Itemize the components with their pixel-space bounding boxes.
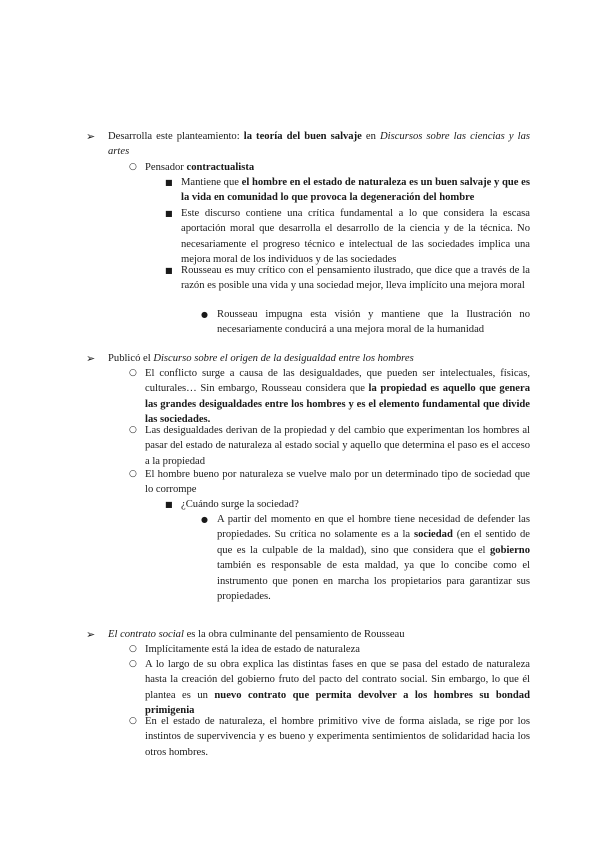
bullet-text: El conflicto surge a causa de las desigualdades, que pueden ser intelectuales, físicas, culturales… Sin embargo, Rousseau considera que la propiedad es aquello que genera las grandes desigualdades entre los hombres y es el elemento fundamental que divide las sociedades. — [145, 368, 530, 426]
circle-bullet-icon: ○ — [129, 368, 137, 378]
bullet-text: Este discurso contiene una crítica fundamental a lo que considera la escasa aportación moral que desarrolla el desarrollo de la ciencia y de la técnica. No necesariamente el progreso técnico e intelectual de las sociedades implica una mejora moral de los individuos y de las sociedades — [181, 208, 530, 266]
dot-bullet-icon: ● — [201, 310, 208, 319]
circle-bullet-icon: ○ — [129, 716, 137, 726]
bullet-hombre-bueno — [129, 467, 530, 498]
bullet-text: Rousseau impugna esta visión y mantiene que la Ilustración no necesariamente conducirá a una mejora moral de la humanidad — [217, 309, 530, 336]
bullet-text: A partir del momento en que el hombre tiene necesidad de defender las propiedades. Su crítica no solamente es a la sociedad (en el sentido de que es la culpable de la maldad), sino que considera que el gobierno también es responsable de esta maldad, ya que lo concibe como el instrumento que ponen en marcha los propietarios para garantizar sus propiedades. — [217, 514, 531, 603]
bullet-contrato-social — [86, 627, 530, 642]
square-bullet-icon: ■ — [165, 500, 173, 509]
bullet-text: El contrato social es la obra culminante del pensamiento de Rousseau — [108, 629, 405, 640]
arrow-bullet-icon: ➢ — [86, 130, 96, 143]
bullet-text: Rousseau es muy crítico con el pensamiento ilustrado, que dice que a través de la razón es posible una vida y una sociedad mejor, lleva implícito una mejora moral — [181, 265, 530, 292]
square-bullet-icon: ■ — [165, 266, 173, 275]
square-bullet-icon: ■ — [165, 209, 173, 218]
circle-bullet-icon: ○ — [129, 644, 137, 654]
bullet-desigualdades-derivan — [129, 423, 530, 469]
circle-bullet-icon: ○ — [129, 469, 137, 479]
bullet-estado-naturaleza — [129, 714, 530, 760]
bullet-cuando-surge — [165, 497, 530, 512]
circle-bullet-icon: ○ — [129, 659, 137, 669]
bullet-teoria-buen-salvaje — [86, 129, 530, 160]
bullet-text: A lo largo de su obra explica las distintas fases en que se pasa del estado de naturaleza hasta la creación del gobierno fruto del pacto del contrato social. Sin embargo, lo que él plantea es un nuevo contrato que permita devolver a los hombres su bondad primigenia — [145, 659, 531, 717]
bullet-critica-fundamental — [165, 206, 530, 268]
arrow-bullet-icon: ➢ — [86, 352, 96, 365]
arrow-bullet-icon: ➢ — [86, 628, 96, 641]
bullet-critico-ilustrado — [165, 263, 530, 294]
bullet-text: El hombre bueno por naturaleza se vuelve malo por un determinado tipo de sociedad que lo corrompe — [145, 469, 530, 496]
bullet-text: Desarrolla este planteamiento: la teoría del buen salvaje en Discursos sobre las ciencias y las artes — [108, 131, 530, 158]
square-bullet-icon: ■ — [165, 178, 173, 187]
circle-bullet-icon: ○ — [129, 162, 137, 172]
bullet-conflicto-desigualdades — [129, 366, 530, 428]
bullet-discurso-desigualdad — [86, 351, 530, 366]
bullet-text: Mantiene que el hombre en el estado de naturaleza es un buen salvaje y que es la vida en comunidad lo que provoca la degeneración del hombre — [181, 177, 530, 204]
bullet-text: ¿Cuándo surge la sociedad? — [181, 499, 299, 510]
bullet-necesidad-defender — [201, 512, 531, 604]
bullet-text: Las desigualdades derivan de la propiedad y del cambio que experimentan los hombres al pasar del estado de naturaleza al estado social y aquello que determina el paso es el acceso a la propiedad — [145, 425, 530, 467]
dot-bullet-icon: ● — [201, 515, 208, 524]
bullet-text: Pensador contractualista — [145, 162, 255, 173]
bullet-text: En el estado de naturaleza, el hombre primitivo vive de forma aislada, se rige por los instintos de supervivencia y es bueno y experimenta sentimientos de solidaridad hacia los otros hombres. — [145, 716, 530, 758]
circle-bullet-icon: ○ — [129, 425, 137, 435]
bullet-distintas-fases — [129, 657, 531, 719]
bullet-implicitamente — [129, 642, 530, 657]
bullet-mantiene-que — [165, 175, 530, 206]
bullet-text: Implícitamente está la idea de estado de naturaleza — [145, 644, 361, 655]
bullet-text: Publicó el Discurso sobre el origen de la desigualdad entre los hombres — [108, 353, 414, 364]
bullet-impugna-vision — [201, 307, 530, 338]
bullet-pensador-contractualista — [129, 160, 530, 175]
